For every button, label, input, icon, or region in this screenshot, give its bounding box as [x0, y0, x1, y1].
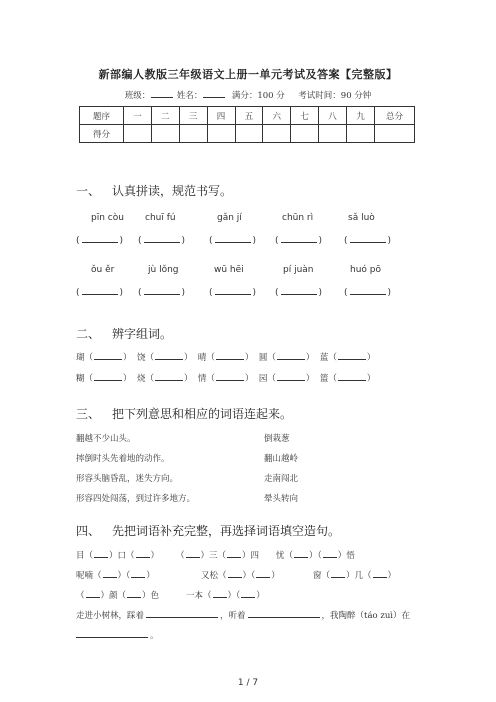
- answer-blank[interactable]: ( ): [344, 288, 392, 298]
- section-4-heading: [76, 522, 340, 539]
- score-cell[interactable]: [235, 125, 263, 143]
- score-cell[interactable]: [124, 125, 152, 143]
- pinyin: wū hēi: [214, 265, 244, 275]
- score-row-label: 得分: [80, 125, 124, 143]
- char-item[interactable]: 瑚（ ）: [76, 353, 132, 363]
- char-item[interactable]: 晴（ ）: [197, 353, 254, 363]
- name-label: 姓名：: [176, 91, 203, 101]
- score-header-cell: 五: [235, 107, 263, 125]
- sentence-line-2: 。: [76, 629, 159, 641]
- section-title: 认真拼读，规范书写。: [112, 184, 233, 198]
- page-title: 新部编人教版三年级语文上册一单元考试及答案【完整版】: [98, 68, 398, 81]
- score-header-cell: 七: [291, 107, 319, 125]
- word-item[interactable]: 翻山越岭: [264, 454, 299, 464]
- score-table-header-row: [80, 107, 415, 125]
- meaning-item[interactable]: 形容头脑昏乱，迷失方向。: [76, 474, 179, 484]
- answer-blank[interactable]: ( ): [209, 236, 257, 246]
- idiom-item[interactable]: （ ）颜（ ）色: [76, 591, 160, 601]
- score-cell[interactable]: [151, 125, 179, 143]
- meaning-item[interactable]: 翻越不少山头。: [76, 434, 136, 444]
- section-2-heading: [76, 325, 172, 342]
- sentence-blank[interactable]: [146, 610, 218, 618]
- pinyin: huó pō: [350, 265, 381, 275]
- answer-blank[interactable]: ( ): [209, 288, 257, 298]
- exam-info-line: [0, 89, 496, 101]
- sentence-blank[interactable]: [248, 610, 320, 618]
- pinyin: jù lǒng: [148, 265, 179, 275]
- char-item[interactable]: 蓝（ ）: [319, 353, 376, 363]
- section-number: 二、: [76, 327, 101, 341]
- answer-blank[interactable]: ( ): [76, 288, 124, 298]
- answer-blank[interactable]: ( ): [275, 288, 323, 298]
- char-item[interactable]: 饶（ ）: [136, 353, 193, 363]
- meaning-item[interactable]: 摔倒时头先着地的动作。: [76, 454, 170, 464]
- class-label: 班级：: [124, 91, 151, 101]
- word-item[interactable]: 倒栽葱: [264, 434, 290, 444]
- pinyin: pí juàn: [283, 265, 314, 275]
- section-title: 辨字组词。: [112, 327, 173, 341]
- section-title: 先把词语补充完整，再选择词语填空造句。: [112, 524, 341, 538]
- score-cell[interactable]: [291, 125, 319, 143]
- score-cell[interactable]: [207, 125, 235, 143]
- sentence-line: 走进小树林，踩着 ，听着 ，我陶醉（táo zuì）在: [76, 611, 411, 621]
- score-header-cell: 九: [347, 107, 375, 125]
- score-table-score-row: [80, 125, 415, 143]
- sentence-blank[interactable]: [76, 630, 148, 638]
- score-header-cell: 题序: [80, 107, 124, 125]
- score-header-cell: 四: [207, 107, 235, 125]
- section-number: 四、: [76, 524, 101, 538]
- idiom-item[interactable]: （ ）三（ ）四: [176, 551, 260, 561]
- char-item[interactable]: 圆（ ）: [258, 353, 315, 363]
- page-number: 1 / 7: [237, 678, 259, 688]
- answer-blank[interactable]: ( ): [138, 288, 186, 298]
- answer-blank[interactable]: ( ): [138, 236, 186, 246]
- idiom-item[interactable]: 窗（ ）几（ ）: [313, 571, 397, 581]
- idiom-item[interactable]: 呢喃（ ）（ ）: [76, 571, 155, 581]
- char-row-2: [76, 372, 375, 384]
- idiom-item[interactable]: 一本（ ）（ ）: [186, 591, 265, 601]
- score-header-cell: 一: [124, 107, 152, 125]
- pinyin: chūn rì: [282, 213, 314, 223]
- score-header-cell: 八: [319, 107, 347, 125]
- section-number: 三、: [76, 407, 101, 421]
- score-cell[interactable]: [319, 125, 347, 143]
- score-cell[interactable]: [263, 125, 291, 143]
- idiom-item[interactable]: 又松（ ）（ ）: [201, 571, 280, 581]
- score-table: [79, 106, 415, 143]
- pinyin: sǎ luò: [348, 213, 375, 223]
- score-cell[interactable]: [347, 125, 375, 143]
- pinyin: pīn còu: [91, 213, 124, 223]
- answer-blank[interactable]: ( ): [76, 236, 124, 246]
- answer-blank[interactable]: ( ): [275, 236, 323, 246]
- pinyin: gǎn jí: [217, 213, 242, 223]
- score-label: 满分：100 分: [231, 91, 285, 101]
- word-item[interactable]: 晕头转向: [264, 494, 299, 504]
- idiom-item[interactable]: 忧（ ）（ ）悟: [276, 551, 355, 561]
- score-cell[interactable]: [375, 125, 415, 143]
- score-header-cell: 二: [151, 107, 179, 125]
- section-3-heading: [76, 405, 292, 422]
- score-header-cell: 六: [263, 107, 291, 125]
- pinyin: ǒu ěr: [91, 265, 115, 275]
- score-header-cell: 三: [179, 107, 207, 125]
- score-header-cell: 总分: [375, 107, 415, 125]
- meaning-item[interactable]: 形容四处闯荡，到过许多地方。: [76, 494, 196, 504]
- section-title: 把下列意思和相应的词语连起来。: [112, 407, 293, 421]
- char-item[interactable]: 篮（ ）: [319, 374, 376, 384]
- section-1-heading: [76, 182, 232, 199]
- section-number: 一、: [76, 184, 101, 198]
- char-item[interactable]: 烧（ ）: [136, 374, 193, 384]
- idiom-item[interactable]: 目（ ）口（ ）: [76, 551, 160, 561]
- class-blank[interactable]: [151, 89, 173, 98]
- char-row-1: [76, 351, 375, 363]
- char-item[interactable]: 情（ ）: [197, 374, 254, 384]
- char-item[interactable]: 糊（ ）: [76, 374, 132, 384]
- name-blank[interactable]: [203, 89, 225, 98]
- word-item[interactable]: 走南闯北: [264, 474, 299, 484]
- char-item[interactable]: 园（ ）: [258, 374, 315, 384]
- answer-blank[interactable]: ( ): [344, 236, 392, 246]
- time-label: 考试时间：90 分钟: [298, 91, 372, 101]
- score-cell[interactable]: [179, 125, 207, 143]
- pinyin: chuī fú: [145, 213, 176, 223]
